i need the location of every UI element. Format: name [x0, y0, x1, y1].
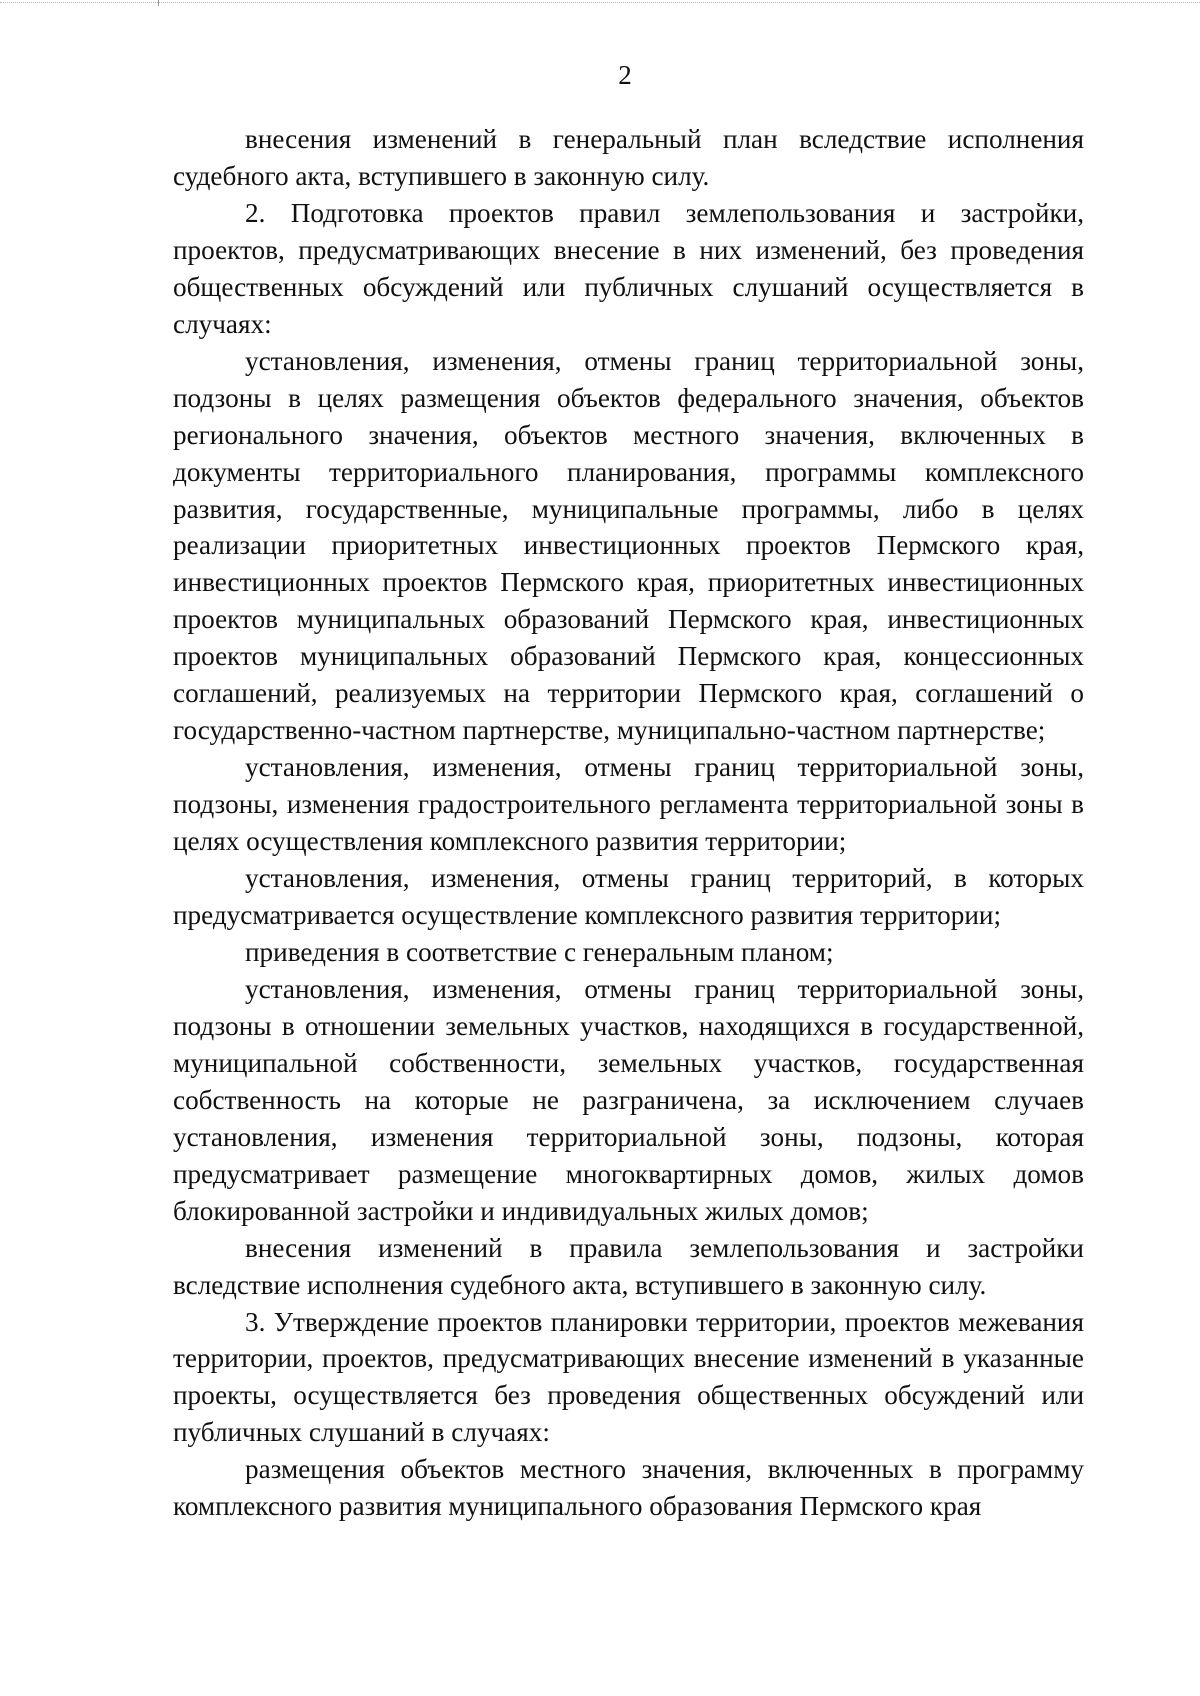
document-body: [173, 121, 1084, 1525]
paragraph: установления, изменения, отмены границ территориальной зоны, подзоны в отношении земельных участков, находящихся в государственной, муниципальной собственности, земельных участков, государственная собственность на которые не разграничена, за исключением случаев установления, изменения территориальной зоны, подзоны, которая предусматривает размещение многоквартирных домов, жилых домов блокированной застройки и индивидуальных жилых домов;: [173, 973, 1084, 1226]
page-number: 2: [618, 60, 632, 90]
paragraph: установления, изменения, отмены границ территорий, в которых предусматривается осуществление комплексного развития территории;: [173, 863, 1084, 931]
paragraph: внесения изменений в генеральный план вследствие исполнения судебного акта, вступившего в законную силу.: [173, 124, 1084, 191]
paragraph: внесения изменений в правила землепользования и застройки вследствие исполнения судебного акта, вступившего в законную силу.: [173, 1232, 1084, 1300]
paragraph: приведения в соответствие с генеральным планом;: [245, 936, 834, 967]
paragraph: 2. Подготовка проектов правил землепользования и застройки, проектов, предусматривающих внесение в них изменений, без проведения общественных обсуждений или публичных слушаний осуществляется в случаях:: [173, 197, 1084, 339]
paragraph-last: размещения объектов местного значения, включенных в программу комплексного развития муниципального образования Пермского края: [173, 1454, 1084, 1522]
paragraph: установления, изменения, отмены границ территориальной зоны, подзоны в целях размещения объектов федерального значения, объектов регионального значения, объектов местного значения, включенных в документы территориального планирования, программы комплексного развития, государственные, муниципальные программы, либо в целях реализации приоритетных инвестиционных проектов Пермского края, инвестиционных проектов Пермского края, приоритетных инвестиционных проектов муниципальных образований Пермского края, инвестиционных проектов муниципальных образований Пермского края, концессионных соглашений, реализуемых на территории Пермского края, соглашений о государственно-частном партнерстве, муниципально-частном партнерстве;: [173, 345, 1084, 746]
scan-edge: [0, 2, 1200, 3]
scan-mark: [158, 0, 159, 6]
paragraph: 3. Утверждение проектов планировки территории, проектов межевания территории, проектов, предусматривающих внесение изменений в указанные проекты, осуществляется без проведения общественных обсуждений или публичных слушаний в случаях:: [173, 1306, 1084, 1448]
paragraph: установления, изменения, отмены границ территориальной зоны, подзоны, изменения градостроительного регламента территориальной зоны в целях осуществления комплексного развития территории;: [173, 752, 1084, 857]
